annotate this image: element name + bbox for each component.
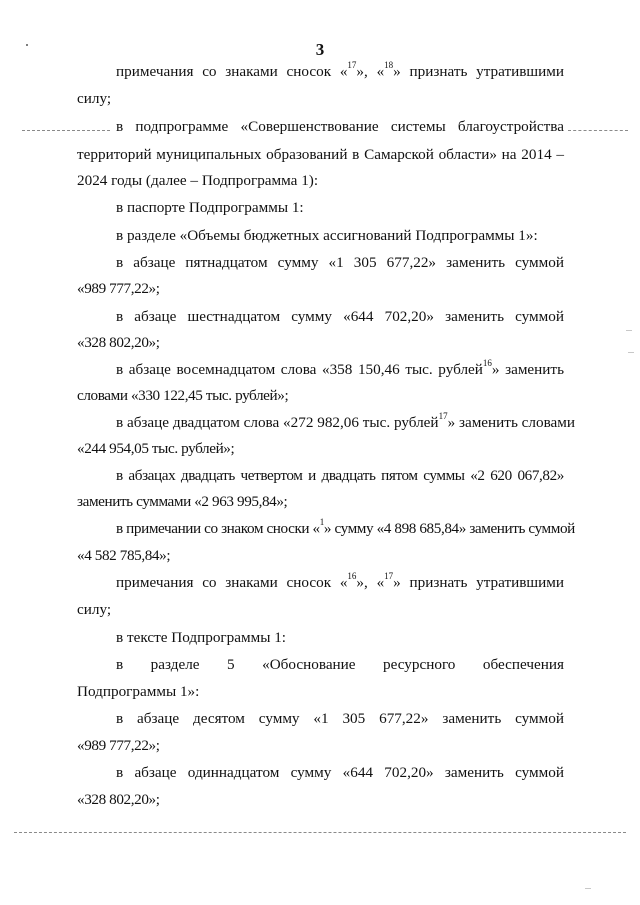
scan-speck	[626, 330, 632, 331]
text-line: в абзаце пятнадцатом сумму «1 305 677,22» заменить суммой	[116, 254, 564, 271]
text-line: «244 954,05 тыс. рублей»;	[77, 440, 235, 457]
text-line: в тексте Подпрограммы 1:	[116, 629, 287, 646]
text-line: примечания со знаками сносок «$^{17}$», «$^{18}$» признать утратившими	[116, 59, 564, 80]
text-line: «989 777,22»;	[77, 280, 160, 297]
text-line: Подпрограммы 1»:	[77, 683, 200, 700]
text-line: силу;	[77, 90, 112, 107]
text-line: в разделе «Объемы бюджетных ассигнований Подпрограммы 1»:	[116, 227, 538, 244]
text-line: «4 582 785,84»;	[77, 547, 171, 564]
text-line: территорий муниципальных образований в Самарской области» на 2014 –	[77, 146, 564, 163]
scan-speck	[26, 44, 28, 46]
text-line: в подпрограмме «Совершенствование системы благоустройства	[116, 118, 564, 135]
scan-line-artifact	[22, 130, 110, 131]
scan-line-artifact	[568, 130, 628, 131]
scan-line-artifact	[14, 832, 626, 833]
text-line: заменить суммами «2 963 995,84»;	[77, 493, 288, 510]
text-line: в абзацах двадцать четвертом и двадцать пятом суммы «2 620 067,82»	[116, 467, 564, 484]
text-line: «989 777,22»;	[77, 737, 160, 754]
text-line: в абзаце одиннадцатом сумму «644 702,20» заменить суммой	[116, 764, 564, 781]
page-number: 3	[315, 40, 325, 59]
text-line: в абзаце десятом сумму «1 305 677,22» заменить суммой	[116, 710, 564, 727]
text-line: в разделе 5 «Обоснование ресурсного обеспечения	[116, 656, 564, 673]
text-line: в примечании со знаком сноски «$^1$» сумму «4 898 685,84» заменить суммой	[116, 516, 575, 537]
text-line: «328 802,20»;	[77, 334, 160, 351]
text-line: 2024 годы (далее – Подпрограмма 1):	[77, 172, 319, 189]
scan-speck	[628, 352, 634, 353]
text-line: в абзаце восемнадцатом слова «358 150,46 тыс. рублей$^{16}$» заменить	[116, 357, 564, 378]
text-line: в абзаце двадцатом слова «272 982,06 тыс. рублей$^{17}$» заменить словами	[116, 410, 576, 431]
scan-speck	[585, 888, 591, 889]
text-line: силу;	[77, 601, 112, 618]
text-line: словами «330 122,45 тыс. рублей»;	[77, 387, 289, 404]
text-line: в абзаце шестнадцатом сумму «644 702,20» заменить суммой	[116, 308, 564, 325]
text-line: в паспорте Подпрограммы 1:	[116, 199, 304, 216]
text-line: примечания со знаками сносок «$^{16}$», «$^{17}$» признать утратившими	[116, 570, 564, 591]
text-line: «328 802,20»;	[77, 791, 160, 808]
